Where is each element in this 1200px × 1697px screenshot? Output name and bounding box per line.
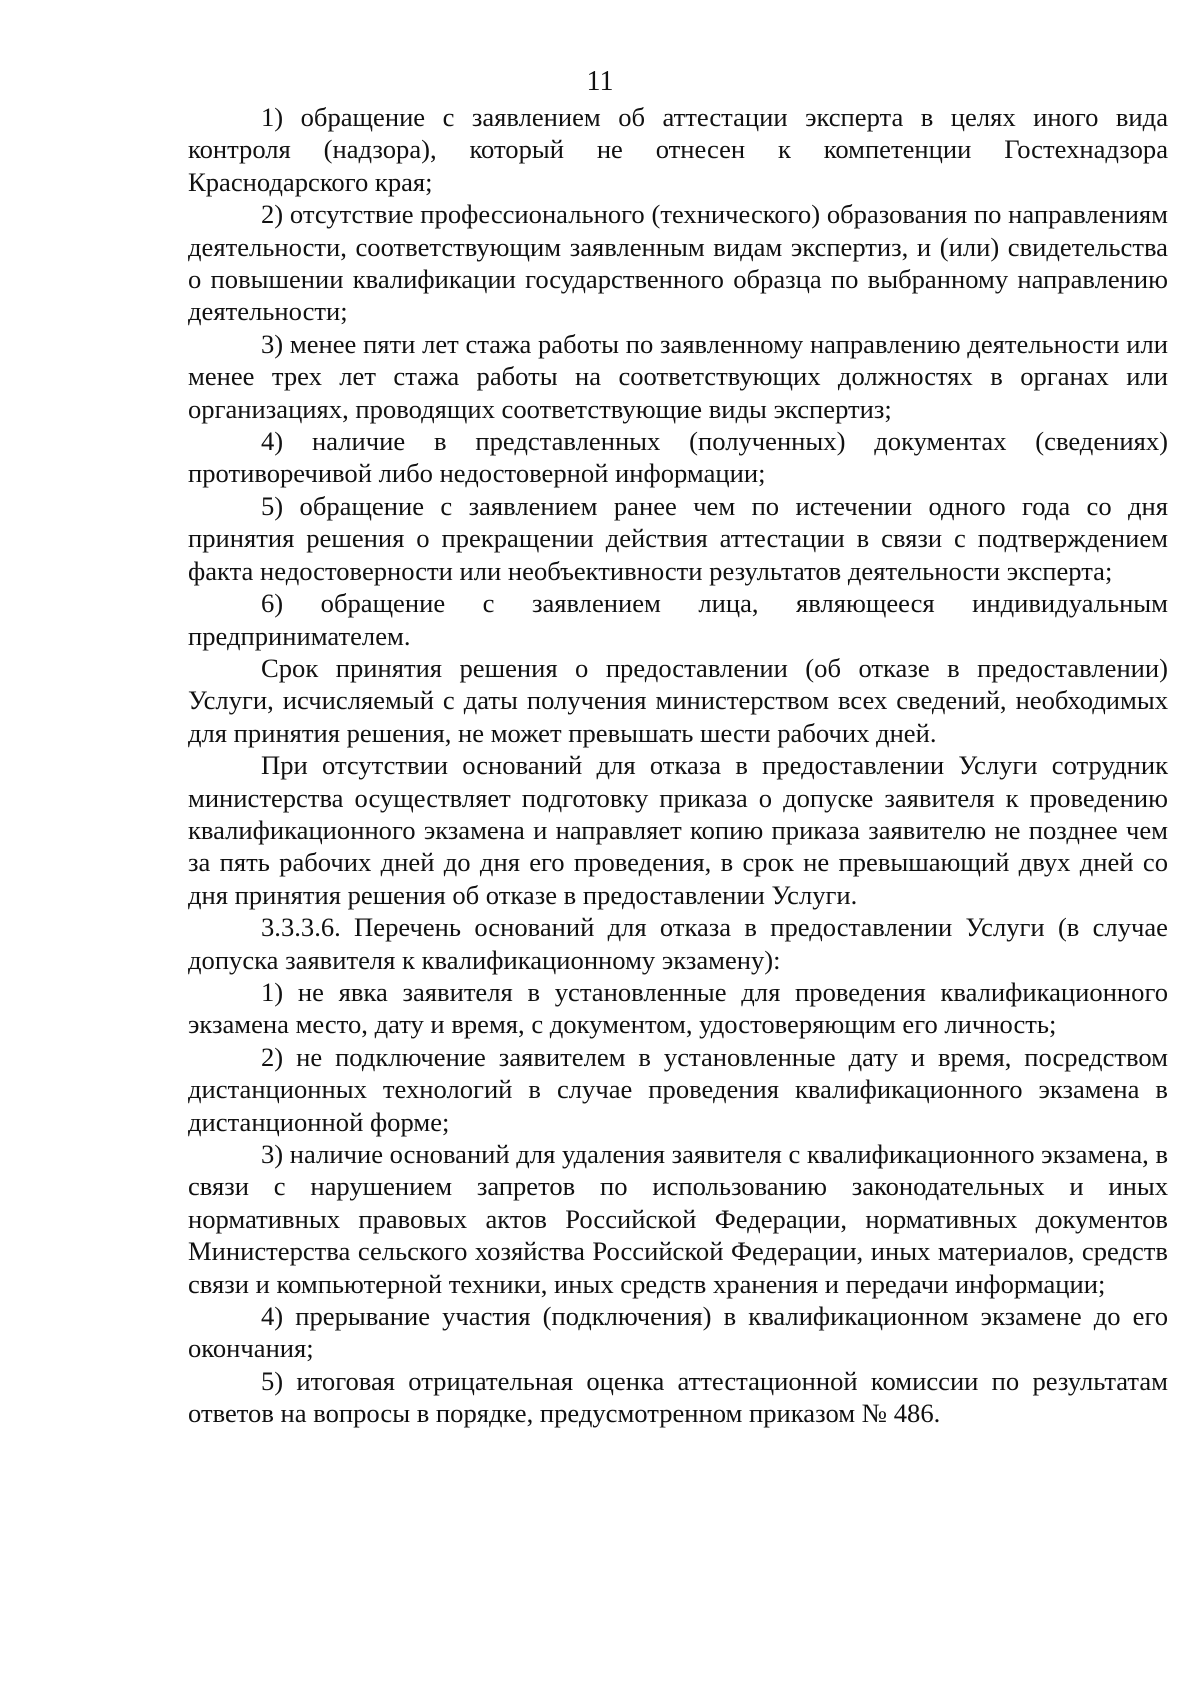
- exam-refusal-ground-2-no-connection: 2) не подключение заявителем в установленные дату и время, посредством дистанционных технологий в случае проведения квалификационного экзамена в дистанционной форме;: [188, 1041, 1168, 1137]
- exam-refusal-ground-3-removal: 3) наличие оснований для удаления заявителя с квалификационного экзамена, в связи с нарушением запретов по использованию законодательных и иных нормативных правовых актов Российской Федерации, нормативных документов Министерства сельского хозяйства Российской Федерации, иных материалов, средств связи и компьютерной техники, иных средств хранения и передачи информации;: [188, 1139, 1168, 1299]
- refusal-ground-6-individual-entrepreneur: 6) обращение с заявлением лица, являющееся индивидуальным предпринимателем.: [188, 588, 1168, 651]
- exam-refusal-ground-4-interruption: 4) прерывание участия (подключения) в квалификационном экзамене до его окончания;: [188, 1301, 1168, 1364]
- decision-deadline-paragraph: Срок принятия решения о предоставлении (об отказе в предоставлении) Услуги, исчисляемый с даты получения министерством всех сведений, необходимых для принятия решения, не может превышать шести рабочих дней.: [188, 652, 1168, 748]
- refusal-ground-2-no-education: 2) отсутствие профессионального (технического) образования по направлениям деятельности, соответствующим заявленным видам экспертиз, и (или) свидетельства о повышении квалификации государственного образца по выбранному направлению деятельности;: [188, 199, 1168, 327]
- refusal-ground-5-early-reapplication: 5) обращение с заявлением ранее чем по истечении одного года со дня принятия решения о прекращении действия аттестации в связи с подтверждением факта недостоверности или необъективности результатов деятельности эксперта;: [188, 490, 1168, 586]
- exam-refusal-ground-5-negative-grade: 5) итоговая отрицательная оценка аттестационной комиссии по результатам ответов на вопросы в порядке, предусмотренном приказом № 486.: [188, 1365, 1168, 1429]
- refusal-ground-3-insufficient-experience: 3) менее пяти лет стажа работы по заявленному направлению деятельности или менее трех лет стажа работы на соответствующих должностях в органах или организациях, проводящих соответствующие виды экспертиз;: [188, 328, 1168, 424]
- refusal-ground-1-other-control-type: 1) обращение с заявлением об аттестации эксперта в целях иного вида контроля (надзора), который не отнесен к компетенции Гостехнадзора Краснодарского края;: [188, 102, 1168, 197]
- exam-refusal-ground-1-no-show: 1) не явка заявителя в установленные для проведения квалификационного экзамена место, дату и время, с документом, удостоверяющим его личность;: [188, 976, 1168, 1040]
- refusal-ground-4-contradictory-info: 4) наличие в представленных (полученных) документах (сведениях) противоречивой либо недостоверной информации;: [188, 426, 1168, 489]
- section-3-3-3-6-heading: 3.3.3.6. Перечень оснований для отказа в предоставлении Услуги (в случае допуска заявителя к квалификационному экзамену):: [188, 912, 1168, 975]
- document-body: [188, 101, 1168, 1430]
- page-number: 11: [586, 66, 614, 97]
- admission-order-paragraph: При отсутствии оснований для отказа в предоставлении Услуги сотрудник министерства осуществляет подготовку приказа о допуске заявителя к проведению квалификационного экзамена и направляет копию приказа заявителю не позднее чем за пять рабочих дней до дня его проведения, в срок не превышающий двух дней со дня принятия решения об отказе в предоставлении Услуги.: [188, 750, 1168, 910]
